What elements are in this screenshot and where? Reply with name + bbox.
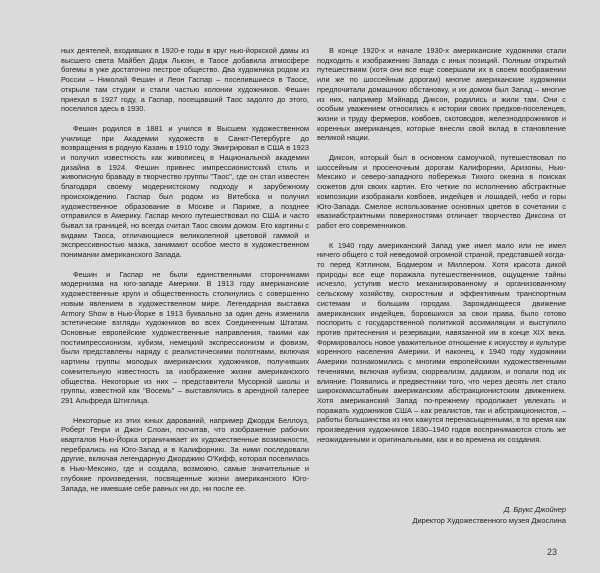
paragraph: Некоторые из этих юных дарований, например Джордж Беллоуз, Роберт Генри и Джон Слоан, посчитав, что изображение рабочих кварталов Нью-Йорка ограничивает их художественные возможности, перебрались на Юго-Запад и в Калифорнию. За ними последовали другие, включая легендарную Джорджию О'Кифф, которая поселилась в Нью-Мексико, где и создала, возможно, самые значительные и глубокие произведения, посвященные жизни американского Юго-Запада, не имевшие себе равных ни до, ни после ее.	[61, 415, 309, 493]
paragraph: ных деятелей, входивших в 1920-е годы в круг нью-йоркской дамы из высшего света Майбел Додж Льюэн, в Таосе добавила атмосфере богемы в уже достаточно пестрое общество. Два художника родом из России – Николай Фешин и Леон Гаспар – поселившиеся в Таосе, открыли там студии и стали частью колонии художников. Фешин приехал в 1927 году, а Гаспар, посещавший Таос задолго до этого, поселился здесь в 1930.	[61, 46, 309, 114]
paragraph: Фешин родился в 1881 и учился в Высшем художественном училище при Академии художеств в Санкт-Петербурге до возвращения в родную Казань в 1910 году. Эмигрировал в США в 1923 и получил известность как живописец в Национальной академии дизайна в 1924. Фешин привнес импрессионистский стиль и живописную бравадy в творчество группы "Таос", где он стал известен благодаря своему модернистскому подходу и зарубежному происхождению. Гаспар был родом из Витебска и получил художественное образование в Москве и Париже, а позднее отправился в Америку. Гаспар много путешествовал по США и часто бывал за границей, но всегда считал Таос своим домом. Его картины с видами Таоса, отличающиеся великолепной цветовой гаммой и экспрессивностью мазка, занимают особое место в художественном понимании американского Запада.	[61, 123, 309, 260]
paragraph: Диксон, который был в основном самоучкой, путешествовал по шоссейным и просеночным дорогам Калифорнии, Аризоны, Нью-Мексико и северо-западного побережья Тихого океана в поисках сюжетов для своих картин. Его четкие по исполнению абстрактные композиции изображали ковбоев, индейцев и лошадей, небо и горы Юго-Запада. Смелое использование основных цветов в сочетании с квазиабстрактными поверхностями отличает творчество Диксона от работ его современников.	[317, 152, 566, 231]
paragraph: В конце 1920-х и начале 1930-х американские художники стали подходить к изображению Запада с иных позиций. Полным открытий путешествиям (хотя они все еще совершали их в своем воображении или же по шоссейным дорогам) многие американские художники предпочитали домашнюю обстановку, и их домом был Запад – многие из них, например Мэйнард Диксон, родились и жили там. Они с особым уважением относились к истории своих предков-поселенцев, жизни и труду фермеров, ковбоев, скотоводов, железнодорожников и коренных американцев, которые внесли свой вклад в становление великой нации.	[317, 46, 566, 143]
left-text-column	[61, 46, 309, 493]
author-signature-title: Директор Художественного музея Джослина	[412, 516, 566, 525]
right-text-column	[317, 46, 566, 445]
paragraph: К 1940 году американский Запад уже имел мало или не имел ничего общего с той неведомой огромной страной, представшей когда-то перед Кэтлином, Бодмером и Миллером. Хотя красота дикой природы все еще поражала путешественников, ощущение тайны исчезло, уступив место механизированному и организованному сельскому хозяйству, скоростным и эффективным транспортным системам и большим городам. Зарождающееся движение американских индейцев, боровшихся за свои права, было готово поспорить с государственной политикой ассимиляции и выступило против притеснения и резервации, навязанной им в конце XIX века. Формировалось новое уважительное отношение к искусству и культуре коренного населения Америки. И наконец, к 1940 году художники Америки познакомились с многими европейскими художественными течениями, включая кубизм, сюрреализм, дадаизм, и попали под их влияние. Появились и предвестники того, что через десять лет стало широкомасштабным американским абстракционистским движением. Хотя американский Запад по-прежнему продолжает увлекать и поражать художников США – как реалистов, так и абстракционистов, – работы большинства из них кажутся перенасыщенными, в то время как произведения художников 1830–1940 годов воспринимаются столь же неожиданными и оригинальными, как и во времена их создания.	[317, 240, 566, 444]
page-number: 23	[546, 547, 557, 557]
author-signature-name: Д. Брукс Джойнер	[503, 505, 566, 514]
paragraph: Фешин и Гаспар не были единственными сторонниками модернизма на юго-западе Америки. В 1913 году американские художественные круги и общественность столкнулись с совершенно новым явлением в художественном мире. Легендарная выставка Armory Show в Нью-Йорке в 1913 буквально за один день изменила эстетические взгляды художников во всех Соединенным Штатам. Основные европейские художественные направления, такими как постимпрессионизм, кубизм, немецкий экспрессионизм и фовизм, были представлены наряду с реалистическими полотнами, включая картины группы молодых американских художников, получивших сомнительную известность за изображение жизни американского общества. Некоторые из них – представители Мусорной школы и группы, известной как "Восемь" – выставлялись в арендной галерее 291 Альфреда Штиглица.	[61, 269, 309, 406]
